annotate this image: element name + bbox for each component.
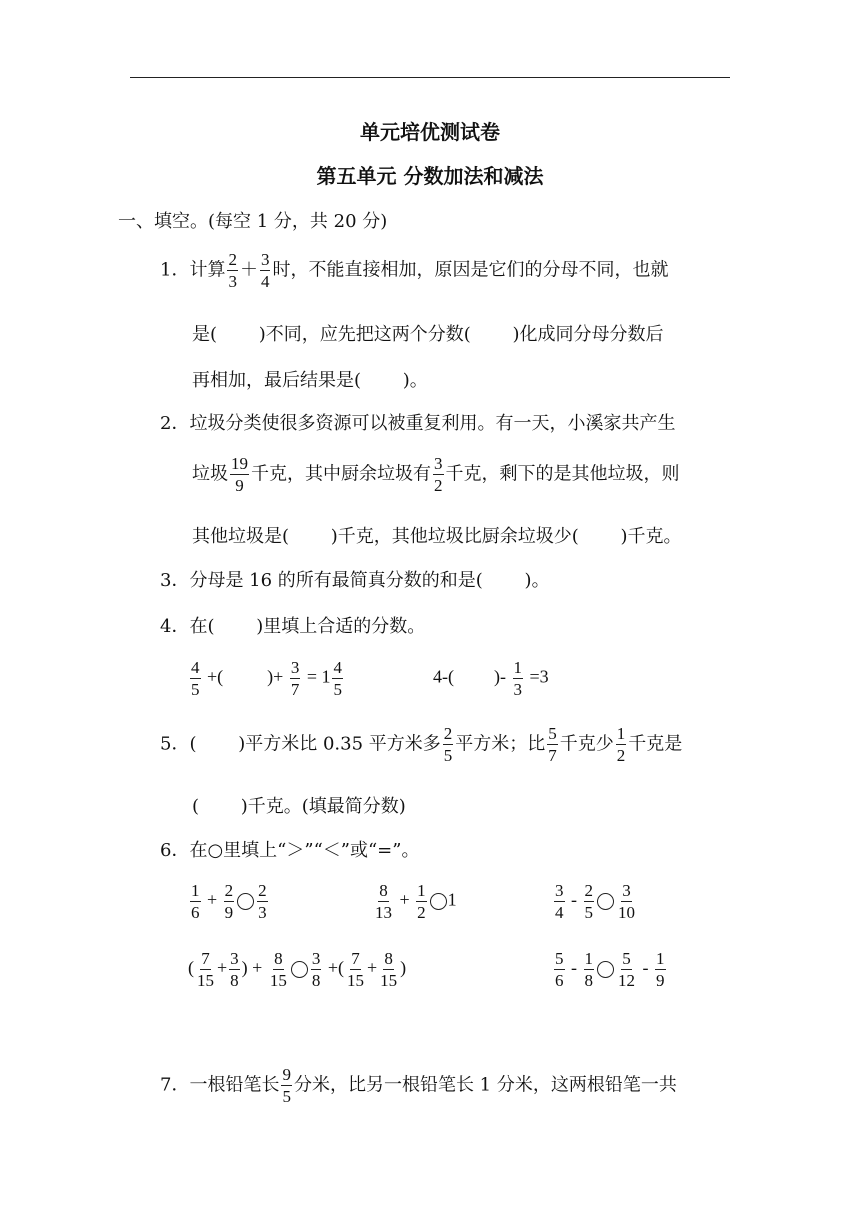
- numerator: 8: [384, 949, 393, 968]
- text-span: (: [188, 957, 194, 978]
- fraction: [443, 723, 454, 766]
- text-span: (: [337, 957, 344, 978]
- text-span: 1: [447, 889, 457, 910]
- fraction: [584, 948, 595, 991]
- question-6-row-1-b: [372, 880, 457, 923]
- fraction: [379, 948, 398, 991]
- text-span: 4．: [160, 616, 190, 637]
- fraction: [547, 723, 558, 766]
- denominator: 15: [346, 971, 364, 990]
- text-span: 千克是: [628, 733, 683, 755]
- text-span: 2．: [160, 413, 190, 434]
- text-span: 千克，剩下的是其他垃圾，则: [445, 463, 680, 485]
- fraction: [257, 880, 268, 923]
- compare-circle[interactable]: [237, 893, 254, 910]
- denominator: 4: [555, 903, 564, 922]
- text-span: +: [366, 957, 378, 978]
- fraction: [616, 723, 627, 766]
- denominator: 2: [417, 903, 426, 922]
- fraction: [416, 880, 427, 923]
- text-span: 6．: [160, 840, 190, 861]
- question-7: [160, 1064, 677, 1107]
- numerator: 2: [228, 250, 237, 269]
- question-4: [160, 612, 425, 638]
- text-span: 在( )里填上合适的分数。: [189, 616, 426, 637]
- denominator: 12: [618, 971, 635, 990]
- numerator: 4: [191, 658, 200, 677]
- numerator: 1: [513, 658, 522, 677]
- fraction: [269, 948, 288, 991]
- denominator: 3: [513, 680, 522, 699]
- text-span: 分米，比另一根铅笔长 1 分米，这两根铅笔一共: [293, 1074, 677, 1096]
- text-span: 4-(: [433, 666, 454, 687]
- question-1-line-3: 再相加，最后结果是( )。: [192, 370, 428, 391]
- numerator: 2: [224, 881, 234, 900]
- numerator: 7: [201, 949, 210, 968]
- numerator: 5: [622, 949, 631, 968]
- fraction: [554, 880, 565, 923]
- fraction: [290, 657, 301, 700]
- fraction: [513, 657, 524, 700]
- text-span: +: [217, 957, 228, 978]
- denominator: 6: [191, 903, 200, 922]
- denominator: 3: [228, 272, 237, 291]
- denominator: 2: [616, 746, 626, 765]
- text-span: =3: [529, 666, 549, 687]
- numerator: 5: [548, 724, 557, 743]
- text-span: ): [241, 957, 248, 978]
- text-span: 5．: [160, 733, 190, 755]
- question-6: [160, 836, 419, 862]
- text-span: 千克少: [559, 733, 614, 755]
- fraction: [655, 948, 666, 991]
- numerator: 3: [311, 949, 321, 968]
- denominator: 4: [260, 272, 270, 291]
- denominator: 5: [191, 680, 200, 699]
- numerator: 5: [555, 949, 564, 968]
- text-span: 千克，其中厨余垃圾有: [251, 463, 431, 485]
- text-span: +: [327, 957, 338, 978]
- text-span: 分母是 16 的所有最简真分数的和是( )。: [189, 570, 550, 591]
- fraction: [224, 880, 235, 923]
- denominator: 6: [555, 971, 564, 990]
- fraction: [229, 948, 240, 991]
- denominator: 15: [197, 971, 214, 990]
- numerator: 2: [443, 724, 453, 743]
- fraction: [311, 948, 322, 991]
- doc-title: 单元培优测试卷: [360, 120, 500, 144]
- question-1-line-1: [160, 249, 668, 292]
- top-rule: [130, 77, 730, 78]
- fraction: [374, 880, 393, 923]
- fraction: [617, 948, 636, 991]
- numerator: 3: [290, 658, 300, 677]
- text-span: +: [399, 889, 410, 910]
- numerator: 8: [379, 881, 388, 900]
- fraction: [433, 453, 444, 496]
- question-4-expr-2: [433, 657, 549, 700]
- denominator: 9: [656, 971, 665, 990]
- numerator: 8: [274, 949, 283, 968]
- question-2-line-2: [192, 453, 680, 496]
- numerator: 3: [434, 454, 443, 473]
- text-span: ＋: [239, 259, 258, 281]
- text-span: )-: [494, 666, 506, 687]
- denominator: 8: [230, 971, 239, 990]
- numerator: 1: [584, 949, 593, 968]
- text-span: +(: [207, 666, 224, 687]
- fraction: [196, 948, 215, 991]
- question-1-line-2: 是( )不同，应先把这两个分数( )化成同分母分数后: [192, 324, 664, 345]
- denominator: 9: [235, 476, 244, 495]
- section-heading: 一、填空。(每空 1 分，共 20 分): [118, 211, 388, 232]
- question-5-line-2: ( )千克。(填最简分数): [192, 796, 406, 817]
- numerator: 19: [231, 454, 248, 473]
- denominator: 8: [311, 971, 321, 990]
- numerator: 1: [656, 949, 665, 968]
- fraction: [190, 880, 201, 923]
- numerator: 2: [584, 881, 593, 900]
- question-6-row-2-a: [188, 948, 406, 991]
- numerator: 1: [616, 724, 626, 743]
- text-span: -: [571, 957, 577, 978]
- text-span: 垃圾: [192, 463, 228, 485]
- text-span: 在○里填上“＞”“＜”或“=”。: [189, 840, 420, 861]
- numerator: 2: [258, 881, 267, 900]
- fraction: [346, 948, 365, 991]
- denominator: 10: [618, 903, 635, 922]
- text-span: 一根铅笔长: [189, 1074, 280, 1096]
- numerator: 3: [260, 250, 270, 269]
- text-span: +: [207, 889, 218, 910]
- fraction: [281, 1064, 292, 1107]
- text-span: = 1: [306, 666, 331, 687]
- text-span: +: [252, 957, 263, 978]
- text-span: 平方米；比: [455, 733, 546, 755]
- denominator: 2: [434, 476, 443, 495]
- text-span: )+: [267, 666, 284, 687]
- denominator: 7: [290, 680, 300, 699]
- text-span: 垃圾分类使很多资源可以被重复利用。有一天，小溪家共产生: [189, 413, 676, 434]
- compare-circle[interactable]: [430, 893, 447, 910]
- text-span: -: [642, 957, 649, 978]
- fraction: [554, 948, 565, 991]
- text-span: ): [400, 957, 407, 978]
- numerator: 4: [333, 658, 342, 677]
- denominator: 7: [548, 746, 557, 765]
- denominator: 8: [584, 971, 593, 990]
- text-span: 3．: [160, 570, 190, 591]
- denominator: 15: [269, 971, 287, 990]
- denominator: 5: [333, 680, 342, 699]
- text-span: 计算: [189, 259, 226, 281]
- fraction: [332, 657, 343, 700]
- question-5-line-1: [160, 723, 682, 766]
- fraction: [230, 453, 249, 496]
- fraction: [260, 249, 271, 292]
- denominator: 9: [224, 903, 234, 922]
- question-6-row-1-c: [552, 880, 638, 923]
- question-6-row-1-a: [188, 880, 270, 923]
- question-4-expr-1: [188, 657, 345, 700]
- denominator: 15: [380, 971, 398, 990]
- question-3: [160, 566, 550, 592]
- fraction: [617, 880, 636, 923]
- fraction: [584, 880, 595, 923]
- question-2-line-1: [160, 409, 675, 435]
- numerator: 1: [191, 881, 200, 900]
- question-6-row-2-b: [552, 948, 668, 991]
- denominator: 5: [282, 1087, 291, 1106]
- denominator: 5: [584, 903, 593, 922]
- numerator: 3: [230, 949, 239, 968]
- denominator: 3: [258, 903, 267, 922]
- text-span: 1．: [160, 259, 190, 281]
- question-2-line-3: 其他垃圾是( )千克，其他垃圾比厨余垃圾少( )千克。: [192, 526, 682, 547]
- text-span: 7．: [160, 1074, 190, 1096]
- numerator: 1: [417, 881, 426, 900]
- doc-subtitle: 第五单元 分数加法和减法: [316, 164, 544, 188]
- fraction: [227, 249, 238, 292]
- denominator: 5: [443, 746, 453, 765]
- text-span: 时，不能直接相加，原因是它们的分母不同，也就: [272, 259, 669, 281]
- compare-circle[interactable]: [597, 961, 614, 978]
- fraction: [190, 657, 201, 700]
- compare-circle[interactable]: [597, 893, 614, 910]
- numerator: 3: [622, 881, 631, 900]
- text-span: -: [571, 889, 577, 910]
- numerator: 9: [282, 1065, 291, 1084]
- compare-circle[interactable]: [291, 961, 308, 978]
- numerator: 3: [555, 881, 564, 900]
- text-span: ( )平方米比 0.35 平方米多: [189, 733, 441, 755]
- numerator: 7: [351, 949, 360, 968]
- denominator: 13: [375, 903, 392, 922]
